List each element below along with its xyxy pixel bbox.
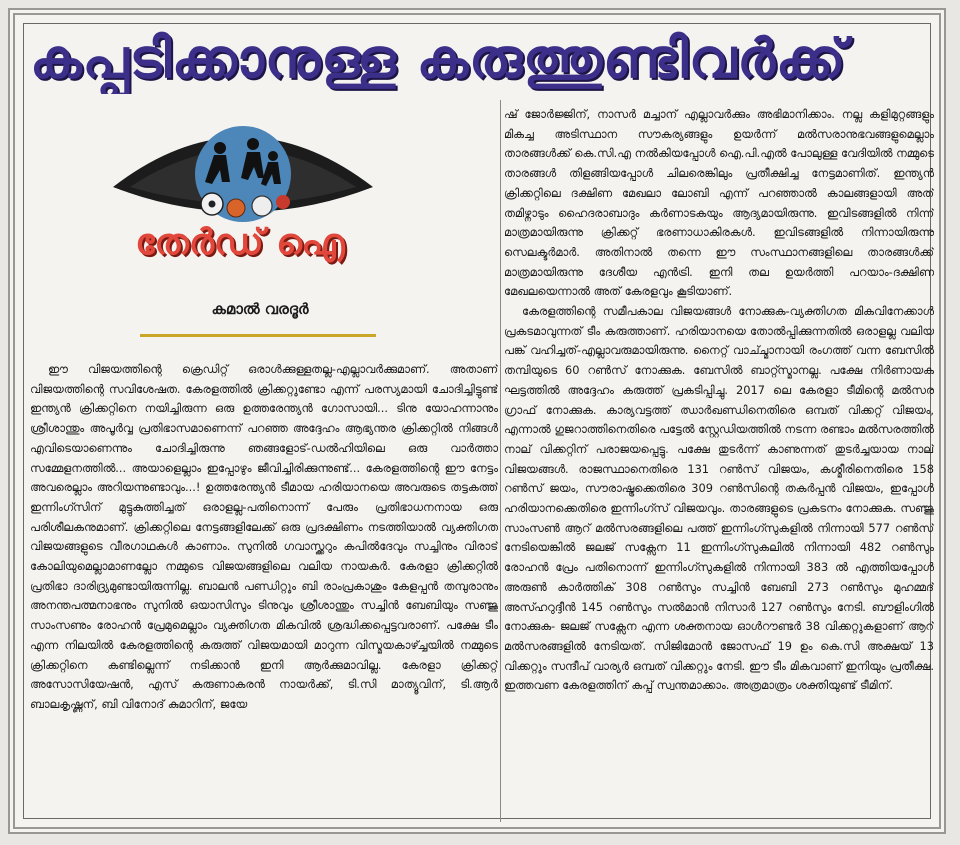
article-paragraph: ഈ വിജയത്തിന്റെ ക്രെഡിറ്റ് ഒരാൾക്കുള്ളതല്ല-എല്ലാവർക്കുമാണ്. അതാണ് വിജയത്തിന്റെ സവിശേഷത. കേരളത്തിൽ ക്രിക്കറ്റുണ്ടോ എന്ന് പരസ്യമായി ചോദിച്ചിട്ടുണ്ട് ഇന്ത്യൻ ക്രിക്കറ്റിനെ നയിച്ചിരുന്ന ഒരു ഉത്തരേന്ത്യൻ ഗോസായി... ടിനു യോഹന്നാനും ശ്രീശാന്തും അപൂർവ്വ പ്രതിഭാസമാണെന്ന് പറഞ്ഞ അദ്ദേഹം ആഭ്യന്തര ക്രിക്കറ്റിൽ നിങ്ങൾ എവിടെയാണെന്നും ചോദിച്ചിരുന്നു ഞങ്ങളോട്-ഡൽഹിയിലെ ഒരു വാർത്താ സമ്മേളനത്തിൽ... അയാളെല്ലാം ഇപ്പോഴും ജീവിച്ചിരിക്കുന്നുണ്ട്... കേരളത്തിന്റെ ഈ നേട്ടം അവരെല്ലാം അറിയന്നുണ്ടാവും...! ഉത്തരേന്ത്യൻ ടീമായ ഹരിയാനയെ അവരുടെ തട്ടകത്ത് ഇന്നിംഗ്സിന് മുട്ടുകുത്തിച്ചത് ഒരാളല്ല-പതിനൊന്ന് പേരും പ്രതിഭാധനനായ ഒരു പരിശീലകനുമാണ്. ക്രിക്കറ്റിലെ നേട്ടങ്ങളിലേക്ക് ഒരു പ്രദക്ഷിണം നടത്തിയാൽ വ്യക്തിഗത വിജയങ്ങളുടെ വീരഗാഥകൾ കാണാം. സുനിൽ ഗവാസ്ക്കറും കപിൽദേവും സച്ചിനും വിരാട് കോലിയുമെല്ലാമാണല്ലോ നമ്മുടെ വിജയങ്ങളിലെ വലിയ നായകർ. കേരളാ ക്രിക്കറ്റിൽ പ്രതിഭാ ദാരിദ്ര്യമുണ്ടായിരുന്നില്ല. ബാലൻ പണ്ഡിറ്റും ബി രാംപ്രകാശും കേളപ്പൻ തമ്പുരാനും അനന്തപത്മനാഭനും സുനിൽ ഒയാസിസും ടിനുവും ശ്രീശാന്തും സച്ചിൻ ബേബിയും സഞ്ജു സാംസണും രോഹൻ പ്രേമുമെല്ലാം വ്യക്തിഗത മികവിൽ ശ്രദ്ധിക്കപ്പെട്ടവരാണ്. പക്ഷേ ടീം എന്ന നിലയിൽ കേരളത്തിന്റെ കരുത്ത് വിജയമായി മാറുന്ന വിസ്മയകാഴ്ച്ചയിൽ നമ്മുടെ ക്രിക്കറ്റിനെ കണ്ടില്ലെന്ന് നടിക്കാൻ ഇനി ആർക്കുമാവില്ല. കേരളാ ക്രിക്കറ്റ് അസോസിയേഷൻ, എസ് കരുണാകരൻ നായർക്ക്, ടി.സി മാത്യൂവിന്, ടി.ആർ ബാലകൃഷ്ണന്, ബി വിനോദ് കുമാറിന്, ജയേ <box>30 362 498 711</box>
author-byline: കമാൽ വരദൂർ <box>211 300 309 318</box>
article-paragraph: ഷ് ജോർജ്ജിന്, നാസർ മച്ചാന് എല്ലാവർക്കും അഭിമാനിക്കാം. നല്ല കളിമുറ്റങ്ങളും മികച്ച അടിസ്ഥാന സൗകര്യങ്ങളും ഉയർന്ന് മൽസരാനുഭവങ്ങളുമെല്ലാം താരങ്ങൾക്ക് കെ.സി.എ നൽകിയപ്പോൾ ഐ.പി.എൽ പോലുള്ള വേദിയിൽ നമ്മുടെ താരങ്ങൾ തിളങ്ങിയപ്പോൾ ചിലരെങ്കിലും പ്രതീക്ഷിച്ച നേട്ടമാണിത്. ഇന്ത്യൻ ക്രിക്കറ്റിലെ ദക്ഷിണ മേഖലാ ലോബി എന്ന് പറഞ്ഞാൽ കാലങ്ങളായി അത് തമിഴ്നാടും ഹൈദരാബാദും കർണാടകയും ആദ്യമായിരുന്നു. ഇവിടങ്ങളിൽ നിന്ന് മാത്രമായിരുന്നു ക്രിക്കറ്റ് ഭരണാധാകിരകൾ. ഇവിടങ്ങളിൽ നിന്നായിരുന്നു സെലക്ടർമാർ. അതിനാൽ തന്നെ ഈ സംസ്ഥാനങ്ങളിലെ താരങ്ങൾക്ക് മാത്രമായിരുന്നു ദേശീയ എൻട്രി. ഇനി തല ഉയർത്തി പറയാം-ദക്ഷിണ മേഖലയെന്നാൽ അത് കേരളവും കൂടിയാണ്. <box>504 107 934 299</box>
column-title: തേർഡ് ഐ <box>135 222 345 263</box>
headline: കപ്പടിക്കാനുള്ള കരുത്തുണ്ടിവർക്ക് <box>30 27 847 90</box>
column-divider <box>500 100 501 822</box>
article-paragraph: കേരളത്തിന്റെ സമീപകാല വിജയങ്ങൾ നോക്കുക-വ്യക്തിഗത മികവിനേക്കാൾ പ്രകടമാവുന്നത് ടീം കരുത്താണ്. ഹരിയാനയെ തോൽപ്പിക്കുന്നതിൽ ഒരാളല്ല വലിയ പങ്ക് വഹിച്ചത്-എല്ലാവരുമായിരുന്നു. നൈറ്റ് വാച്ച്മാനായി രംഗത്ത് വന്ന ബേസിൽ തമ്പിയുടെ 60 റൺസ് നോക്കുക. ബേസിൽ ബാറ്റ്സ്മാനല്ല. പക്ഷേ നിർണായക ഘട്ടത്തിൽ അദ്ദേഹം കരുത്ത് പ്രകടിപ്പിച്ചു. 2017 ലെ കേരളാ ടീമിന്റെ മൽസര ഗ്രാഫ് നോക്കുക. കാര്യവട്ടത്ത് ഝാർഖണ്ഡിനെതിരെ ഒമ്പത് വിക്കറ്റ് വിജയം, എന്നാൽ ഗുജറാത്തിനെതിരെ പട്ടേൽ സ്റ്റേഡിയത്തിൽ നടന്ന രണ്ടാം മൽസരത്തിൽ നാല് വിക്കറ്റിന് പരാജയപ്പെട്ടു. പക്ഷേ തുടർന്ന് കാണുന്നത് തുടർച്ചയായ നാല് വിജയങ്ങൾ. രാജസ്ഥാനെതിരെ 131 റൺസ് വിജയം, കശ്മീരിനെതിരെ 158 റൺസ് ജയം, സൗരാഷ്ട്രക്കെതിരെ 309 റൺസിന്റെ തകർപ്പൻ വിജയം, ഇപ്പോൾ ഹരിയാനക്കെതിരെ ഇന്നിംഗ്സ് വിജയവും. താരങ്ങളുടെ പ്രകടനം നോക്കുക. സഞ്ജു സാംസൺ ആറ് മൽസരങ്ങളിലെ പത്ത് ഇന്നിംഗ്സുകളിൽ നിന്നായി 577 റൺസ് നേടിയെങ്കിൽ ജലജ് സക്സേന 11 ഇന്നിംഗ്സുകലിൽ നിന്നായി 482 റൺസും രോഹൻ പ്രേം പതിനൊന്ന് ഇന്നിംഗ്സുകളിൽ നിന്നായി 383 ൽ എത്തിയപ്പോൾ അരുൺ കാർത്തിക് 308 റൺസും സച്ചിൻ ബേബി 273 റൺസും മുഹമ്മദ് അസ്ഹറുദ്ദീൻ 145 റൺസും സൽമാൻ നിസാർ 127 റൺസും നേടി. ബൗളിംഗിൽ നോക്കുക- ജലജ് സക്സേന എന്ന ശക്തനായ ഓൾറൗണ്ടർ 38 വിക്കറ്റുകളാണ് ആറ് മൽസരങ്ങളിൽ നേടിയത്. സിജിമോൻ ജോസഫ് 19 ഉം കെ.സി അക്ഷയ് 13 വിക്കറ്റും സന്ദീപ് വാര്യർ ഒമ്പത് വിക്കറ്റും നേടി. ഈ ടീം മികവാണ് ഇനിയും പ്രതീക്ഷ. ഇത്തവണ കേരളത്തിന് കപ്പ് സ്വന്തമാക്കാം. അത്രമാത്രം ശക്തിയുണ്ട് ടീമിന്. <box>504 304 934 693</box>
article-column-left <box>30 360 498 824</box>
byline-divider <box>140 334 376 337</box>
article-column-right <box>504 105 934 827</box>
